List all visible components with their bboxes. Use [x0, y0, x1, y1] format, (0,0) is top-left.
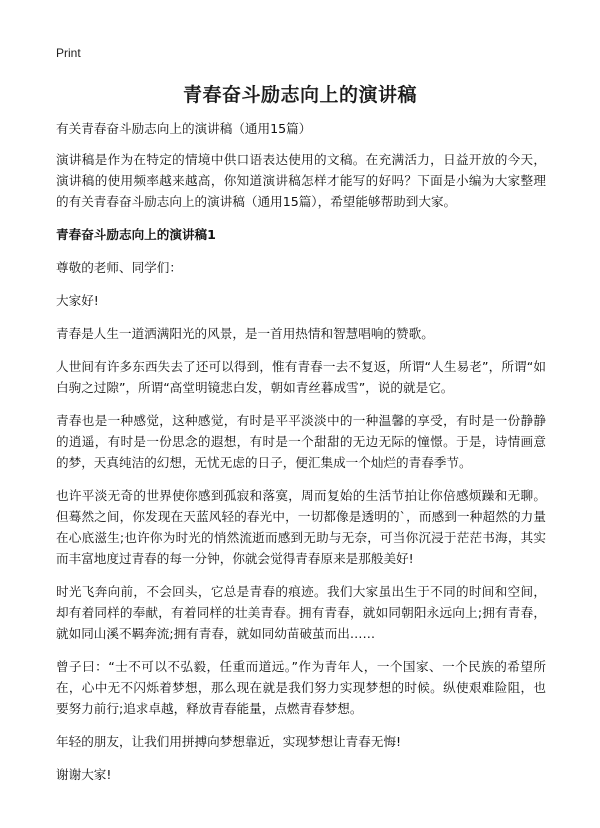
document-body	[56, 118, 546, 797]
body-paragraph-4: 也许平淡无奇的世界使你感到孤寂和落寞，周而复始的生活节拍让你倍感烦躁和无聊。但蓦然之间，你发现在天蓝风轻的春光中，一切都像是透明的`，而感到一种超然的力量在心底滋生;也许你为时光的悄然流逝而感到无助与无奈，可当你沉浸于茫茫书海，其实而丰富地度过青春的每一分钟，你就会觉得青春原来是那般美好!	[56, 488, 546, 566]
body-paragraph-6: 曾子曰：“士不可以不弘毅，任重而道远。”作为青年人，一个国家、一个民族的希望所在，心中无不闪烁着梦想，那么现在就是我们努力实现梦想的时候。纵使艰难险阻，也要努力前行;追求卓越，释放青春能量，点燃青春梦想。	[56, 659, 546, 716]
body-paragraph-7: 年轻的朋友，让我们用拼搏向梦想靠近，实现梦想让青春无悔!	[56, 734, 402, 749]
document-subtitle: 有关青春奋斗励志向上的演讲稿（通用15篇）	[56, 121, 312, 136]
body-paragraph-3: 青春也是一种感觉，这种感觉，有时是平平淡淡中的一种温馨的享受，有时是一份静静的逍遥，有时是一份思念的遐想，有时是一个甜甜的无边无际的憧憬。于是，诗情画意的梦，天真纯洁的幻想，无忧无虑的日子，便汇集成一个灿烂的青春季节。	[56, 413, 546, 470]
body-paragraph-2: 人世间有许多东西失去了还可以得到，惟有青春一去不复返，所谓“人生易老”，所谓“如白驹之过隙”，所谓“高堂明镜悲白发，朝如青丝暮成雪”，说的就是它。	[56, 359, 546, 395]
section-heading: 青春奋斗励志向上的演讲稿1	[56, 227, 216, 242]
print-label: Print	[56, 46, 81, 60]
page-title: 青春奋斗励志向上的演讲稿	[182, 84, 417, 106]
body-paragraph-1: 青春是人生一道洒满阳光的风景，是一首用热情和智慧唱响的赞歌。	[56, 326, 434, 341]
greeting-paragraph: 大家好!	[56, 293, 99, 308]
closing-paragraph: 谢谢大家!	[56, 767, 112, 782]
salutation-paragraph: 尊敬的老师、同学们：	[56, 260, 182, 275]
body-paragraph-5: 时光飞奔向前，不会回头，它总是青春的痕迹。我们大家虽出生于不同的时间和空间，却有着同样的奉献，有着同样的壮美青春。拥有青春，就如同朝阳永远向上;拥有青春，就如同山溪不羁奔流;拥有青春，就如同幼苗破茧而出……	[56, 584, 546, 641]
intro-paragraph: 演讲稿是作为在特定的情境中供口语表达使用的文稿。在充满活力，日益开放的今天，演讲稿的使用频率越来越高，你知道演讲稿怎样才能写的好吗？下面是小编为大家整理的有关青春奋斗励志向上的演讲稿（通用15篇），希望能够帮助到大家。	[56, 152, 546, 209]
